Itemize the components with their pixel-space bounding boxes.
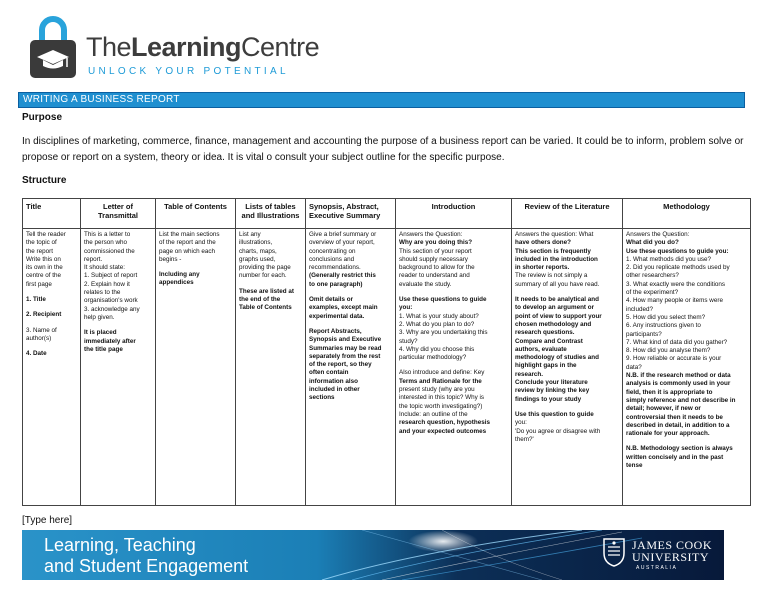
cell-line: described in detail, in addition to a [626,421,730,429]
cell-line: Omit details or [309,296,354,304]
cell-line: highlight gaps in the [515,362,577,370]
learning-centre-logo [28,14,358,80]
cell-line: Answers the Question: [626,231,690,238]
cell-line: N.B. if the research method or data [626,372,731,380]
line-gap [84,322,152,329]
cell-line: to one paragraph) [309,280,363,288]
cell-line: information also [309,377,358,385]
cell-line: experimental data. [309,312,365,320]
cell-line: 3. Name of [26,326,57,334]
cell-line: 8. How did you analyse them? [626,347,711,355]
cell-line: research question, hypothesis [399,419,490,427]
cell-line: 5. How did you select them? [626,313,706,321]
cell-line: illustrations, [239,239,273,247]
cell-line: 2. Recipient [26,311,62,319]
cell-line: List the main sections [159,231,220,238]
brand-part-3: Centre [241,32,320,62]
line-gap [309,321,392,328]
line-gap [239,281,302,288]
cell-line: background to allow for the [399,264,475,272]
cell-line: Include: an outline of the [399,410,468,418]
line-gap [159,264,232,271]
cell-line: 1. What methods did you use? [626,255,712,263]
line-gap [309,289,392,296]
cell-line: included in other [309,386,360,394]
cell-line: 3. Why are you undertaking this [399,329,488,337]
cell-line: Why are you doing this? [399,239,473,247]
cell-line: charts, maps, [239,247,277,255]
table-cell [396,229,512,506]
cell-line: Compare and Contrast [515,337,583,345]
cell-line: rationale for your approach. [626,430,710,438]
cell-line: review by linking the key [515,387,590,395]
cell-line: recommendations. [309,264,361,272]
cell-line: number for each. [239,272,287,280]
cell-line: graphs used, [239,255,276,263]
cell-line: methodology of studies and [515,354,599,362]
footer-banner [22,530,724,580]
cell-line: appendices [159,279,194,287]
cell-line: study? [399,337,418,345]
banner-title: WRITING A BUSINESS REPORT [23,94,180,105]
cell-line: controversial then it needs to be [626,413,723,421]
cell-line: reader to understand and [399,272,470,280]
cell-line: present study (why are you [399,386,475,394]
cell-line: Terms and Rationale for the [399,377,482,385]
cell-line: Summaries may be read [309,344,382,352]
cell-line: separately from the rest [309,352,381,360]
cell-line: findings to your study [515,395,582,403]
section-banner [18,92,745,108]
cell-line: 4. Why did you choose this [399,345,475,353]
cell-line: evaluate the study. [399,280,452,288]
cell-line: The review is not simply a [515,272,588,280]
line-gap [26,320,77,327]
table-cell [156,229,236,506]
structure-table [22,198,751,506]
cell-line: 1. Subject of report [84,272,138,280]
cell-line: have others done? [515,239,571,247]
line-gap [26,304,77,311]
cell-line: 6. Any instructions given to [626,322,701,330]
cell-line: What did you do? [626,239,679,247]
cell-line: relates to the [84,289,121,297]
cell-line: to develop an argument or [515,304,595,312]
cell-line: Give a brief summary or [309,231,377,238]
cell-line: begins - [159,255,182,263]
cell-line: interested in this topic? Why is [399,394,485,402]
cell-line: Write this on [26,255,61,263]
column-header: Review of the Literature [512,199,623,229]
column-header: Synopsis, Abstract, Executive Summary [306,199,396,229]
cell-content [626,231,747,470]
line-gap [515,404,619,411]
column-header: Title [23,199,81,229]
cell-line: included in the introduction [515,255,598,263]
cell-line: This section is frequently [515,247,591,255]
cell-content [159,231,232,288]
university-country: AUSTRALIA [636,565,678,571]
cell-line: the person who [84,239,128,247]
cell-line: written concisely and in the past [626,453,724,461]
cell-line: (Generally restrict this [309,272,376,280]
cell-line: It is placed [84,329,117,337]
cell-content [84,231,152,354]
jcu-crest-icon [602,537,626,567]
cell-line: Use these questions to guide you: [626,247,729,255]
cell-line: the end of the [239,296,281,304]
cell-line: 3. acknowledge any [84,305,140,313]
cell-line: the title page [84,345,123,353]
cell-line: you: [399,304,413,312]
cell-line: concentrating on [309,247,356,255]
cell-line: 4. Date [26,350,47,358]
cell-line: Also introduce and define: Key [399,369,485,377]
table-cell [306,229,396,506]
cell-line: often contain [309,369,349,377]
footer-title [44,535,248,577]
column-header: Methodology [623,199,751,229]
cell-line: in shorter reports. [515,264,570,272]
cell-line: chosen methodology and [515,320,592,328]
cell-content [515,231,619,444]
cell-line: author(s) [26,334,52,342]
cell-line: detail; however, if new or [626,405,701,413]
cell-line: This section of your report [399,247,472,255]
cell-line: participants? [626,330,662,338]
cell-line: List any [239,231,261,238]
university-name-line-1: JAMES COOK [632,538,713,552]
cell-line: its own in the [26,264,63,272]
cell-line: 1. Title [26,296,46,304]
cell-content [239,231,302,313]
cell-line: sections [309,394,335,402]
cell-line: 2. Explain how it [84,280,130,288]
cell-line: simply reference and not describe in [626,396,736,404]
cell-line: research questions. [515,329,575,337]
cell-line: summary of all you have read. [515,280,600,288]
university-name [632,539,712,563]
cell-line: N.B. Methodology section is always [626,445,733,453]
cell-line: It needs to be analytical and [515,296,599,304]
footer-title-line-1: Learning, Teaching [44,535,196,555]
line-gap [399,362,508,369]
cell-line: These are listed at [239,287,294,295]
cell-line: them?' [515,435,534,443]
brand-name [86,32,319,63]
cell-line: 1. What is your study about? [399,312,479,320]
purpose-paragraph: In disciplines of marketing, commerce, finance, management and accounting the purpose of a business report can be varied. It could be to inform, problem solve or propose or report on a system, theory or idea. It is vital o consult your subject outline for the specific purpose. [22,136,744,163]
cell-line: included? [626,305,653,313]
cell-line: Synopsis and Executive [309,336,382,344]
cell-line: Answers the Question: [399,231,463,238]
cell-line: 7. What kind of data did you gather? [626,338,728,346]
cell-line: 2. Did you replicate methods used by [626,264,730,272]
column-header: Table of Contents [156,199,236,229]
cell-line: particular methodology? [399,354,467,362]
line-gap [515,289,619,296]
cell-line: the topic of [26,239,57,247]
cell-line: Table of Contents [239,304,292,312]
table-cell [23,229,81,506]
cell-line: report. [84,255,103,263]
cell-line: of the report, so they [309,361,372,369]
structure-heading: Structure [22,175,67,186]
cell-line: overview of your report, [309,239,375,247]
footer-title-line-2: and Student Engagement [44,556,249,576]
university-name-line-2: UNIVERSITY [632,550,709,564]
cell-line: 4. How many people or items were [626,297,723,305]
cell-line: first page [26,280,52,288]
cell-line: Tell the reader [26,231,66,238]
table-cell [623,229,751,506]
brand-part-2: Learning [131,32,242,62]
cell-line: Conclude your literature [515,379,588,387]
cell-line: 'Do you agree or disagree with [515,427,601,435]
cell-line: field, then it is appropriate to [626,388,713,396]
cell-line: centre of the [26,272,62,280]
table-row [23,229,751,506]
table-header-row [23,199,751,229]
line-gap [26,343,77,350]
cell-line: page on which each [159,247,216,255]
line-gap [399,289,508,296]
cell-content [309,231,392,403]
cell-line: 3. What exactly were the conditions [626,280,726,288]
cell-line: Answers the question: What [515,231,594,238]
brand-tagline: UNLOCK YOUR POTENTIAL [88,66,289,77]
cell-line: Report Abstracts, [309,327,362,335]
cell-line: analysis is commonly used in your [626,380,731,388]
table-cell [236,229,306,506]
cell-line: and your expected outcomes [399,427,487,435]
cell-line: authors, evaluate [515,345,567,353]
cell-line: It should state: [84,264,125,272]
cell-line: help given. [84,313,115,321]
cell-line: data? [626,363,642,371]
cell-content [399,231,508,436]
brand-part-1: The [86,32,132,62]
cell-line: the report [26,247,53,255]
line-gap [626,438,747,445]
column-header: Letter of Transmittal [81,199,156,229]
cell-line: Use this question to guide [515,410,594,418]
cell-line: Use these questions to guide [399,296,487,304]
cell-line: of the report and the [159,239,216,247]
cell-line: providing the page [239,264,291,272]
cell-line: organisation's work [84,297,138,305]
column-header: Introduction [396,199,512,229]
line-gap [26,289,77,296]
cell-line: This is a letter to [84,231,131,238]
purpose-heading: Purpose [22,112,63,123]
padlock-graduation-cap-icon [28,14,78,78]
cell-line: tense [626,462,643,470]
cell-line: 9. How reliable or accurate is your [626,355,722,363]
cell-line: immediately after [84,337,136,345]
type-here-placeholder[interactable]: [Type here] [22,515,73,526]
cell-line: should supply necessary [399,255,468,263]
column-header: Lists of tables and Illustrations [236,199,306,229]
cell-line: conclusions and [309,255,355,263]
cell-line: research. [515,370,544,378]
cell-line: other researchers? [626,272,679,280]
cell-line: of the experiment? [626,289,679,297]
cell-line: the topic worth investigating?) [399,402,483,410]
cell-line: examples, except main [309,304,378,312]
cell-line: point of view to support your [515,312,602,320]
cell-line: 2. What do you plan to do? [399,320,475,328]
cell-line: commissioned the [84,247,135,255]
cell-line: Including any [159,271,200,279]
cell-line: you: [515,419,527,427]
cell-content [26,231,77,359]
table-cell [512,229,623,506]
table-cell [81,229,156,506]
